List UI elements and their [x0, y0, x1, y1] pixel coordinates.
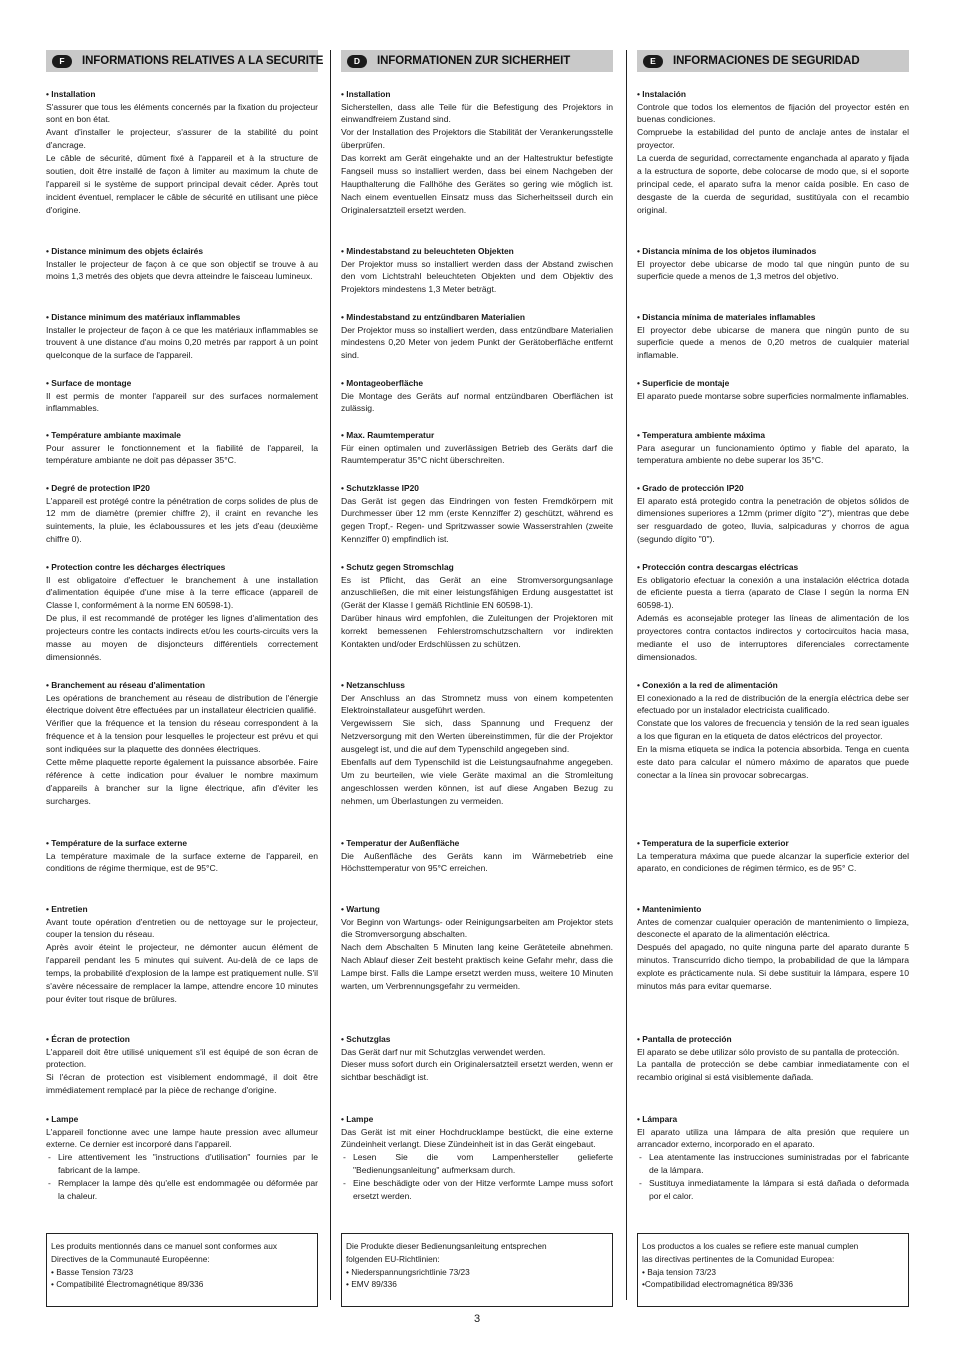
- conformity-line: •Compatibilidad electromagnética 89/336: [642, 1279, 793, 1290]
- section-heading: • Surface de montage: [46, 378, 132, 388]
- section-text: El aparato se debe utilizar sólo provisto de su pantalla de protección. La pantalla de protección se debe cambiar inmediatamente con el recambio original si está visiblemente dañada.: [637, 1046, 909, 1083]
- section-body: [46, 850, 318, 876]
- safety-section: [341, 89, 613, 217]
- safety-section: [341, 562, 613, 651]
- safety-section: [637, 904, 909, 993]
- section-body: [341, 916, 613, 993]
- conformity-line: • EMV 89/336: [346, 1279, 397, 1290]
- section-heading: • Mindestabstand zu entzündbaren Materialien: [341, 312, 525, 322]
- section-body: [46, 1046, 318, 1098]
- section-body: [341, 692, 613, 808]
- section-text: Der Anschluss an das Stromnetz muss von einem kompetenten Elektroinstallateur ausgeführt werden. Vergewissern Sie sich, dass Spannung und Frequenz der Netzversorgung mit den Werten übereinstimmen, für die der Projektor ausgelegt ist, und die auf dem Typenschild angegeben sind. Ebenfalls auf dem Typenschild ist die Leistungsaufnahme angegeben. Um zu beurteilen, wie viele Geräte maximal an die Stromleitung angeschlossen werden können, ist auf diese Angaben Bezug zu nehmen, um Überlastungen zu vermeiden.: [341, 692, 613, 806]
- section-text: Sicherstellen, dass alle Teile für die Befestigung des Projektors in einwandfreiem Zustand sind. Vor der Installation des Projektors die Stabilität der Verankerungsstelle überprüfen. Das korrekt am Gerät eingehakte und an der Haltestruktur befestigte Fangseil muss so installiert werden, dass bei einem Nachgeben der Haupthalterung die Fallhöhe des Gerätes so gering wie möglich ist. Nach einem eventuellen Einsatz muss das Sicherheitsseil durch ein Originalersatzteil ersetzt werden.: [341, 101, 613, 215]
- safety-section: [637, 89, 909, 217]
- conformity-line: • Baja tension 73/23: [642, 1266, 716, 1277]
- section-text: El aparato está protegido contra la penetración de objetos sólidos de dimensiones superiores a 12mm (primer dígito "2"), mientras que debe ser resguardado de goteo, lluvia, salpicaduras y chorros de agua (segundo dígito "0").: [637, 495, 909, 545]
- section-heading: • Installation: [341, 89, 391, 99]
- instruction-list: [637, 1151, 909, 1203]
- safety-section: [46, 246, 318, 283]
- section-heading: • Superficie de montaje: [637, 378, 730, 388]
- section-text: Die Montage des Geräts auf normal entzündbaren Oberflächen ist zulässig.: [341, 390, 613, 414]
- section-text: Der Projektor muss so installiert werden, dass entzündbare Materialien mindestens 0,20 Meter von jedem Punkt der Gerätoberfläche entfernt sind.: [341, 324, 613, 361]
- conformity-box: [46, 1233, 318, 1307]
- instruction-list: [46, 1151, 318, 1203]
- section-text: Avant toute opération d'entretien ou de nettoyage sur le projecteur, couper la tension du réseau. Après avoir éteint le projecteur, ne démonter aucun élément de l'appareil pendant les 5 minutes qui suivent. Au-delà de ce laps de temps, la probabilité d'explosion de la lampe est pratiquement nulle. S'il s'avère nécessaire de remplacer la lampe, attendre encore 10 minutes pour éviter tout risque de brûlures.: [46, 916, 318, 1004]
- section-heading: • Schutzklasse IP20: [341, 483, 419, 493]
- language-badge: D: [347, 55, 367, 68]
- section-text: El aparato puede montarse sobre superficies normalmente inflamables.: [637, 390, 909, 401]
- section-heading: • Instalación: [637, 89, 687, 99]
- safety-section: [637, 246, 909, 283]
- section-heading: • Installation: [46, 89, 96, 99]
- section-heading: • Écran de protection: [46, 1034, 130, 1044]
- section-heading: • Netzanschluss: [341, 680, 405, 690]
- section-heading: • Wartung: [341, 904, 380, 914]
- conformity-line: • Compatibilité Électromagnétique 89/336: [51, 1279, 204, 1290]
- conformity-line: Die Produkte dieser Bedienungsanleitung entsprechen: [346, 1241, 547, 1251]
- section-text: El proyector debe ubicarse de manera que ningún punto de su superficie quede a menos de 0,20 metros de cualquier material inflamable.: [637, 324, 909, 361]
- section-heading: • Schutzglas: [341, 1034, 391, 1044]
- section-heading: • Temperatura de la superficie exterior: [637, 838, 789, 848]
- language-badge: E: [643, 55, 663, 68]
- safety-section: [46, 89, 318, 217]
- safety-section: [637, 312, 909, 362]
- section-body: [46, 1126, 318, 1203]
- section-heading: • Température ambiante maximale: [46, 430, 181, 440]
- language-badge: F: [52, 55, 72, 68]
- safety-section: [46, 378, 318, 415]
- section-body: [341, 101, 613, 217]
- section-body: [637, 101, 909, 217]
- safety-section: [46, 904, 318, 1006]
- section-body: [341, 495, 613, 547]
- safety-section: [341, 246, 613, 296]
- section-text: S'assurer que tous les éléments concernés par la fixation du projecteur sont en bon état. Avant d'installer le projecteur, s'assurer de la stabilité du point d'ancrage. Le câble de sécurité, dûment fixé à l'appareil et à la structure de soutien, doit être installé de façon à limiter au maximum la chute de l'appareil si le système de support principal devait céder. Après tout incident éventuel, remplacer le câble de sécurité en utilisant une pièce d'origine.: [46, 101, 318, 215]
- section-heading: • Conexión a la red de alimentación: [637, 680, 778, 690]
- section-heading: • Temperatura ambiente máxima: [637, 430, 765, 440]
- safety-section: [46, 312, 318, 362]
- section-text: L'appareil fonctionne avec une lampe haute pression avec allumeur externe. Ce dernier est incorporé dans l'appareil.: [46, 1126, 318, 1150]
- safety-section: [341, 312, 613, 362]
- section-heading: • Entretien: [46, 904, 88, 914]
- safety-section: [46, 1034, 318, 1097]
- section-text: Der Projektor muss so installiert werden dass der Abstand zwischen den vom Lichtstrahl beleuchteten Objekten und dem Objektiv des Projektors mindestens 1,3 Meter beträgt.: [341, 258, 613, 295]
- section-body: [46, 692, 318, 808]
- list-item: - Lesen Sie die vom Lampenhersteller gelieferte "Bedienungsanleitung" aufmerksam durch.: [341, 1151, 613, 1177]
- column-title: INFORMACIONES DE SEGURIDAD: [673, 55, 860, 67]
- section-body: [46, 574, 318, 664]
- section-text: Para asegurar un funcionamiento óptimo y fiable del aparato, la temperatura ambiente no debe superar los 35°C.: [637, 442, 909, 466]
- section-text: Es ist Pflicht, das Gerät an eine Stromversorgungsanlage anzuschließen, die mit einer leistungsfähigen Erdung ausgestattet ist (Gerät der Klasse I gemäß Richtlinie EN 60598-1). Darüber hinaus wird empfohlen, die Zuleitungen der Projektoren mit korrekt bemessenen Fehlerstromschutzschaltern vor indirekten Kontakten und/oder Erdschlüssen zu schützen.: [341, 574, 613, 650]
- section-heading: • Grado de protección IP20: [637, 483, 744, 493]
- section-text: Pour assurer le fonctionnement et la fiabilité de l'appareil, la température ambiante ne doit pas dépasser 35°C.: [46, 442, 318, 466]
- column-divider: [626, 50, 627, 1300]
- safety-section: [46, 483, 318, 546]
- safety-section: [341, 483, 613, 546]
- safety-section: [46, 430, 318, 467]
- safety-section: [46, 680, 318, 808]
- section-body: [341, 258, 613, 297]
- section-body: [341, 324, 613, 363]
- instruction-list: [341, 1151, 613, 1203]
- section-body: [637, 1126, 909, 1203]
- section-body: [637, 390, 909, 403]
- column-german: [341, 50, 613, 1290]
- section-body: [341, 850, 613, 876]
- section-body: [46, 258, 318, 284]
- column-spanish: [637, 50, 909, 1290]
- page-number: 3: [473, 1313, 481, 1325]
- section-body: [46, 442, 318, 468]
- section-heading: • Protección contra descargas eléctricas: [637, 562, 799, 572]
- section-body: [341, 442, 613, 468]
- safety-section: [341, 838, 613, 875]
- safety-section: [637, 680, 909, 782]
- section-body: [341, 1046, 613, 1085]
- section-heading: • Distance minimum des objets éclairés: [46, 246, 203, 256]
- section-heading: • Montageoberfläche: [341, 378, 424, 388]
- safety-section: [637, 562, 909, 664]
- section-heading: • Lampe: [46, 1114, 79, 1124]
- safety-section: [637, 1114, 909, 1203]
- section-body: [46, 101, 318, 217]
- safety-section: [637, 483, 909, 546]
- section-body: [637, 442, 909, 468]
- section-body: [637, 850, 909, 876]
- section-body: [637, 916, 909, 993]
- section-heading: • Temperatur der Außenfläche: [341, 838, 460, 848]
- list-item: - Lea atentamente las instrucciones suministradas por el fabricante de la lámpara.: [637, 1151, 909, 1177]
- section-body: [46, 324, 318, 363]
- safety-section: [637, 838, 909, 875]
- column-title: INFORMATIONS RELATIVES A LA SECURITE: [82, 55, 324, 67]
- section-body: [341, 390, 613, 416]
- safety-section: [637, 1034, 909, 1084]
- section-body: [637, 692, 909, 782]
- section-heading: • Mindestabstand zu beleuchteten Objekten: [341, 246, 514, 256]
- conformity-line: folgenden EU-Richtlinien:: [346, 1253, 440, 1264]
- section-text: Controle que todos los elementos de fijación del proyector estén en buenas condiciones. Compruebe la estabilidad del punto de anclaje antes de instalar el proyector. La cuerda de seguridad, correctamente enganchada al aparato y fijada a la estructura de soporte, debe colocarse de modo que, si el soporte principal cede, el aparato sufra la menor caída posible. En caso de desgaste de la cuerda de seguridad, sustitúyala con el recambio original.: [637, 101, 909, 215]
- safety-section: [46, 838, 318, 875]
- safety-section: [341, 378, 613, 415]
- section-text: El aparato utiliza una lámpara de alta presión que requiere un arrancador externo, incorporado en el aparato.: [637, 1126, 909, 1150]
- section-text: Das Gerät ist gegen das Eindringen von festen Fremdkörpern mit Durchmesser über 12 mm (erste Kennziffer 2) geschützt, während es gegen Tropf,- Regen- und Spritzwasser sowie Wasserstrahlen (zweite Kennziffer 0) empfindlich ist.: [341, 495, 613, 545]
- conformity-line: Los productos a los cuales se refiere este manual cumplen: [642, 1241, 859, 1251]
- section-text: El proyector debe ubicarse de modo tal que ningún punto de su superficie quede a menos de 1,3 metros del objetivo.: [637, 258, 909, 282]
- column-french: [46, 50, 324, 1290]
- section-body: [46, 390, 318, 416]
- conformity-line: Directives de la Communauté Européenne:: [51, 1253, 210, 1264]
- section-text: Das Gerät ist mit einer Hochdrucklampe bestückt, die eine externe Zündeinheit verlangt. Diese Zündeinheit ist in das Gerät eingebaut.: [341, 1126, 613, 1150]
- safety-section: [341, 1114, 613, 1203]
- section-text: La temperatura máxima que puede alcanzar la superficie exterior del aparato, en condiciones de régimen térmico, es de 95° C.: [637, 850, 909, 874]
- conformity-box: [637, 1233, 909, 1307]
- conformity-line: • Basse Tension 73/23: [51, 1266, 134, 1277]
- section-body: [637, 495, 909, 547]
- section-body: [46, 916, 318, 1006]
- section-heading: • Schutz gegen Stromschlag: [341, 562, 454, 572]
- section-heading: • Degré de protection IP20: [46, 483, 150, 493]
- section-text: Il est obligatoire d'effectuer le branchement à une installation d'alimentation équipée d'une mise à la terre efficace (appareil de Classe I, conformément à la norme EN 60598-1). De plus, il est recommandé de protéger les lignes d'alimentation des projecteurs contre les contacts indirects et/ou les courts-circuits vers la masse au moyen de disjoncteurs différentiels correctement dimensionnés.: [46, 574, 318, 662]
- section-text: Vor Beginn von Wartungs- oder Reinigungsarbeiten am Projektor stets die Stromversorgung abschalten. Nach dem Abschalten 5 Minuten lang keine Geräteteile abnehmen. Nach Ablauf dieser Zeit besteht praktisch keine Gefahr mehr, dass die Lampe birst. Falls die Lampe ersetzt werden muss, weitere 10 Minuten warten, um Verbrennungsgefahr zu vermeiden.: [341, 916, 613, 992]
- section-text: El conexionado a la red de distribución de la energía eléctrica debe ser efectuado por un instalador electricista cualificado. Constate que los valores de frecuencia y tensión de la red sean iguales a los que figuran en la etiqueta de datos eléctricos del proyector. En la misma etiqueta se indica la potencia absorbida. Tenga en cuenta este dato para calcular el número máximo de aparatos que puede conectar a la línea sin provocar sobrecargas.: [637, 692, 909, 780]
- section-heading: • Distance minimum des matériaux inflammables: [46, 312, 241, 322]
- section-text: L'appareil est protégé contre la pénétration de corps solides de plus de 12 mm de diamètre (premier chiffre 2), il craint en revanche les suintements, la pluie, les éclaboussures et les jets d'eau (deuxième chiffre 0).: [46, 495, 318, 545]
- safety-section: [341, 904, 613, 993]
- section-body: [341, 1126, 613, 1203]
- section-text: Für einen optimalen und zuverlässigen Betrieb des Geräts darf die Raumtemperatur 35°C nicht überschreiten.: [341, 442, 613, 466]
- column-title: INFORMATIONEN ZUR SICHERHEIT: [377, 55, 571, 67]
- section-body: [637, 324, 909, 363]
- list-item: - Remplacer la lampe dès qu'elle est endommagée ou déformée par la chaleur.: [46, 1177, 318, 1203]
- conformity-line: Les produits mentionnés dans ce manuel sont conformes aux: [51, 1241, 277, 1251]
- section-text: Installer le projecteur de façon à ce que son objectif se trouve à au moins 1,3 metrés des objets que devra atteindre le faisceau lumineux.: [46, 258, 318, 282]
- section-heading: • Lampe: [341, 1114, 374, 1124]
- list-item: - Sustituya inmediatamente la lámpara si está dañada o deformada por el calor.: [637, 1177, 909, 1203]
- column-header: [341, 50, 613, 72]
- safety-section: [46, 562, 318, 664]
- section-body: [637, 574, 909, 664]
- safety-section: [341, 430, 613, 467]
- section-text: Antes de comenzar cualquier operación de mantenimiento o limpieza, desconecte el aparato de la alimentación eléctrica. Después del apagado, no quite ninguna parte del aparato durante 5 minutos. Transcurrido dicho tiempo, la probabilidad de que la lámpara explote es prácticamente nula. Si debe sustituir la lámpara, espere 10 minutos más para evitar quemarse.: [637, 916, 909, 992]
- list-item: - Eine beschädigte oder von der Hitze verformte Lampe muss sofort ersetzt werden.: [341, 1177, 613, 1203]
- section-heading: • Mantenimiento: [637, 904, 702, 914]
- section-text: Installer le projecteur de façon à ce que les matériaux inflammables se trouvent à une distance d'au moins 0,20 metrés par rapport à un point quelconque de la surface de l'appareil.: [46, 324, 318, 361]
- section-body: [637, 258, 909, 284]
- section-text: La température maximale de la surface externe de l'appareil, en conditions de régime thermique, est de 95°C.: [46, 850, 318, 874]
- section-body: [46, 495, 318, 547]
- section-body: [341, 574, 613, 651]
- section-heading: • Protection contre les décharges électriques: [46, 562, 226, 572]
- section-heading: • Lámpara: [637, 1114, 678, 1124]
- section-heading: • Branchement au réseau d'alimentation: [46, 680, 205, 690]
- section-body: [637, 1046, 909, 1085]
- safety-section: [46, 1114, 318, 1203]
- section-text: Das Gerät darf nur mit Schutzglas verwendet werden. Dieser muss sofort durch ein Originalersatzteil ersetzt werden, wenn er sichtbar beschädigt ist.: [341, 1046, 613, 1083]
- safety-section: [637, 430, 909, 467]
- section-heading: • Température de la surface externe: [46, 838, 188, 848]
- safety-section: [637, 378, 909, 402]
- section-text: Les opérations de branchement au réseau de distribution de l'énergie électrique doivent être effectuées par un installateur électricien qualifié. Vérifier que la fréquence et la tension du réseau correspondent à la fréquence et à la tension pour lesquelles le projecteur est prévu et qui sont indiquées sur la plaquette des données électriques. Cette même plaquette reporte également la puissance absorbée. Faire référence à cette indication pour évaluer le nombre maximum d'appareils à brancher sur la ligne électrique, afin d'éviter les surcharges.: [46, 692, 318, 806]
- section-heading: • Max. Raumtemperatur: [341, 430, 435, 440]
- conformity-line: las directivas pertinentes de la Comunidad Europea:: [642, 1253, 835, 1264]
- section-heading: • Pantalla de protección: [637, 1034, 732, 1044]
- section-heading: • Distancia mínima de los objetos iluminados: [637, 246, 817, 256]
- section-text: L'appareil doit être utilisé uniquement s'il est équipé de son écran de protection. Si l'écran de protection est visiblement endommagé, il doit être immédiatement remplacé par la pièce de rechange d'origine.: [46, 1046, 318, 1096]
- column-divider: [330, 50, 331, 1300]
- section-heading: • Distancia mínima de materiales inflamables: [637, 312, 816, 322]
- section-text: Es obligatorio efectuar la conexión a una instalación eléctrica dotada de eficiente puesta a tierra (aparato de Clase I según la norma EN 60598-1). Además es aconsejable proteger las líneas de alimentación de los proyectores contra contactos indirectos y cortocircuitos hacia masa, mediante el uso de interruptores diferenciales correctamente dimensionados.: [637, 574, 909, 662]
- column-header: [46, 50, 324, 72]
- conformity-box: [341, 1233, 613, 1307]
- section-text: Die Außenfläche des Geräts kann im Wärmebetrieb eine Höchsttemperatur von 95°C erreichen.: [341, 850, 613, 874]
- column-header: [637, 50, 909, 72]
- conformity-line: • Niederspannungsrichtlinie 73/23: [346, 1266, 470, 1277]
- list-item: - Lire attentivement les "instructions d'utilisation" fournies par le fabricant de la lampe.: [46, 1151, 318, 1177]
- section-text: Il est permis de monter l'appareil sur des surfaces normalement inflammables.: [46, 390, 318, 414]
- safety-section: [341, 1034, 613, 1084]
- safety-section: [341, 680, 613, 808]
